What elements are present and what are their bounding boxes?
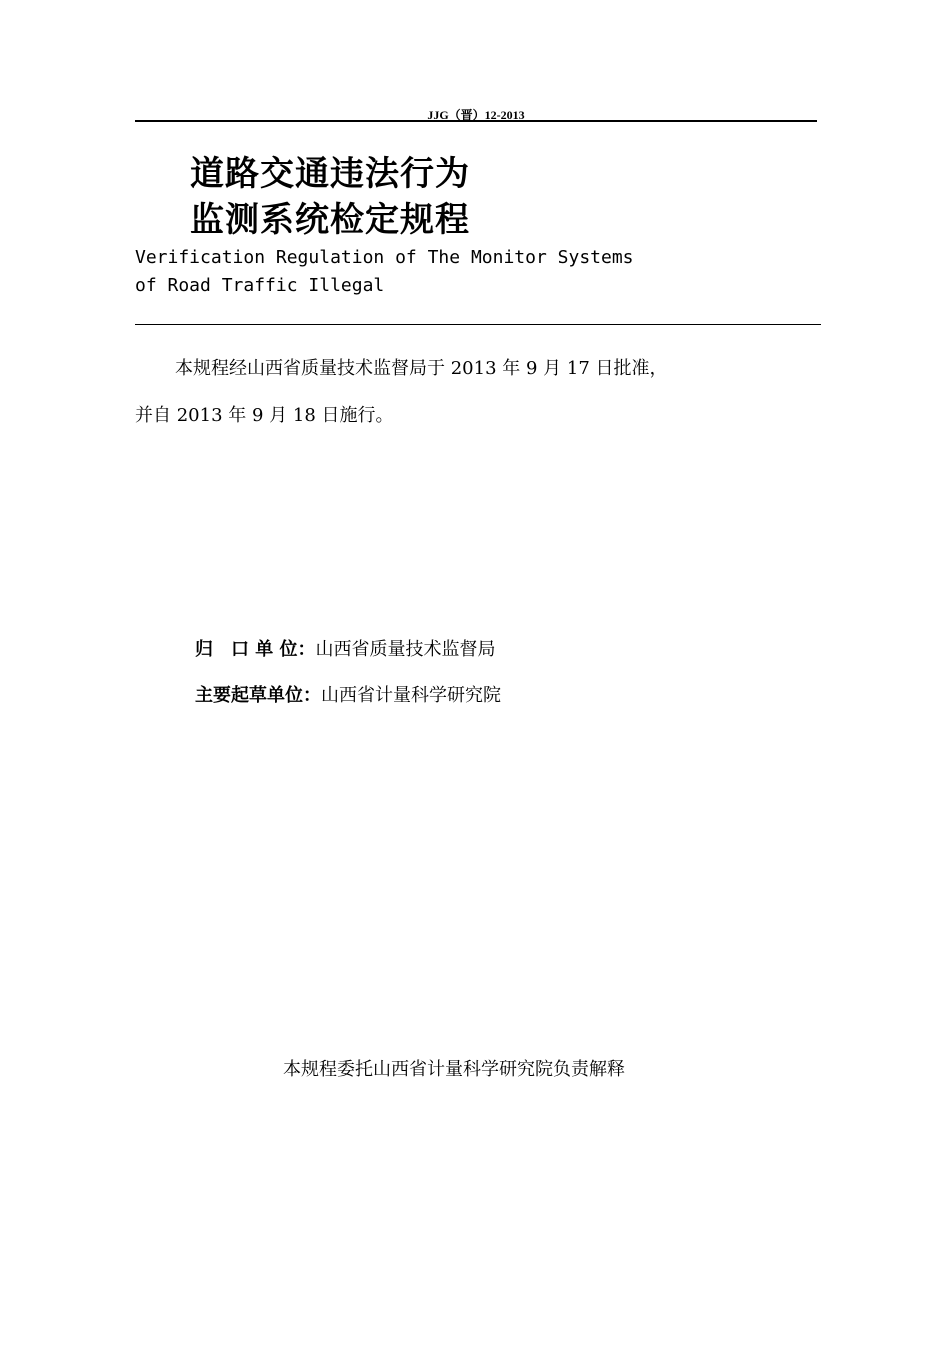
- approval-statement-line-2: 并自 2013 年 9 月 18 日施行。: [135, 405, 394, 426]
- main-drafting-unit-value: 山西省计量科学研究院: [321, 685, 501, 706]
- interpretation-note: 本规程委托山西省计量科学研究院负责解释: [283, 1059, 625, 1080]
- main-drafting-unit: [195, 687, 501, 705]
- chinese-title-line-2: 监测系统检定规程: [190, 200, 470, 240]
- english-title-line-1: Verification Regulation of The Monitor Systems: [135, 247, 634, 268]
- responsible-authority-label: 归 口 单 位：: [195, 639, 316, 660]
- header-rule: [135, 120, 817, 122]
- standard-code-header: JJG（晋）12-2013: [427, 108, 525, 122]
- responsible-authority: [195, 641, 496, 659]
- approval-statement-line-1: 本规程经山西省质量技术监督局于 2013 年 9 月 17 日批准，: [175, 358, 668, 379]
- responsible-authority-value: 山西省质量技术监督局: [315, 639, 496, 660]
- english-title-line-2: of Road Traffic Illegal: [135, 275, 385, 296]
- main-drafting-unit-label: 主要起草单位：: [195, 685, 321, 706]
- title-divider-rule: [135, 324, 821, 325]
- chinese-title-line-1: 道路交通违法行为: [190, 154, 470, 194]
